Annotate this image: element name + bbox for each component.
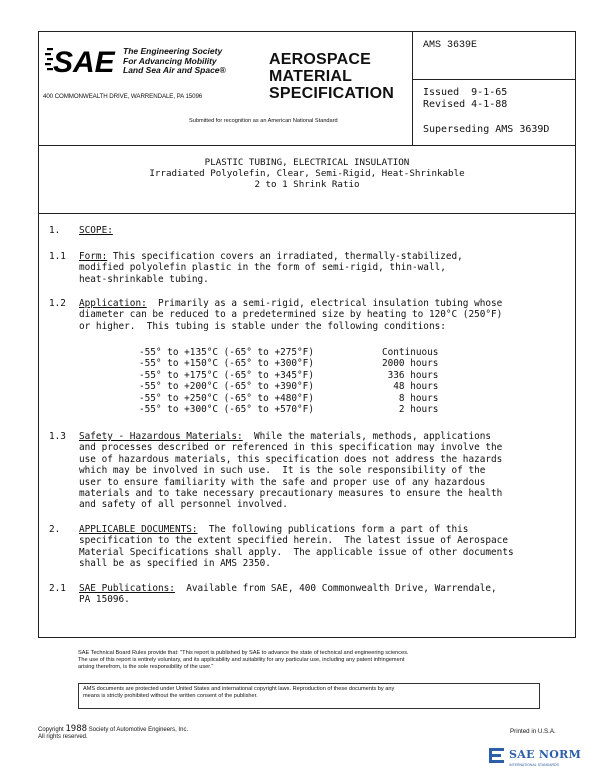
sae-logo [45,40,129,82]
section-number: 1.1 [49,251,66,262]
superseding: Superseding AMS 3639D [423,124,550,135]
title-line-1: AEROSPACE [269,51,371,68]
printed-in: Printed in U.S.A. [510,728,556,735]
table-row: -55° to +135°C (-65° to +275°F) Continuous [139,347,439,358]
revised-date: Revised 4-1-88 [423,99,508,110]
section-title: SCOPE: [79,225,113,236]
address: 400 COMMONWEALTH DRIVE, WARRENDALE, PA 15096 [43,93,203,100]
table-row: -55° to +200°C (-65° to +390°F) 48 hours [139,381,439,393]
document-type-title [269,51,394,102]
sae-norm-watermark [487,744,597,772]
document-header [39,32,575,146]
divider [413,79,576,80]
document-id-panel [412,32,576,145]
org-line-1: The Engineering Society [123,46,223,56]
title-line-3: SPECIFICATION [269,85,394,102]
submitted-note: Submitted for recognition as an American National Standard [189,118,338,124]
norm-text: SAE NORM [509,748,582,761]
section-number: 2.1 [49,583,66,594]
section-number: 1.3 [49,431,66,442]
table-row: -55° to +250°C (-65° to +480°F) 8 hours [139,392,439,404]
rules-line-2: The use of this report is entirely voluntary, and its applicability and suitability for any particular use, including any patent infringement [78,657,405,663]
section-number: 2. [49,524,61,535]
document-number: AMS 3639E [423,40,478,51]
rules-line-1: SAE Technical Board Rules provide that: "This report is published by SAE to advance the state of technical and engineering sciences. [78,650,409,656]
subject-line-1: PLASTIC TUBING, ELECTRICAL INSULATION [204,157,410,168]
subject-line-3: 2 to 1 Shrink Ratio [254,179,360,190]
copyright [38,726,188,741]
section-number: 1. [49,225,61,236]
sae-norm-icon [487,744,509,770]
table-row: -55° to +150°C (-65° to +300°F) 2000 hours [139,358,439,370]
section-text: APPLICABLE DOCUMENTS: The following publications form a part of this specification to the extent specified herein. The latest issue of Aerospace Material Specifications shall apply. The applicable issue of other documents shall be as specified in AMS 2350. [79,524,514,570]
norm-subtext: INTERNATIONAL STANDARDS [509,763,559,767]
document-frame [38,31,576,638]
technical-board-rules [78,650,538,671]
section-text: SAE Publications: Available from SAE, 400 Commonwealth Drive, Warrendale, PA 15096. [79,583,497,606]
sae-logo-mark [45,40,129,86]
rights-reserved: All rights reserved. [38,734,88,740]
subject-block [39,145,575,214]
table-row: -55° to +175°C (-65° to +345°F) 336 hours [139,369,439,381]
org-line-3: Land Sea Air and Space® [123,65,226,75]
logo-text: SAE [53,46,115,79]
section-text: Application: Primarily as a semi-rigid, electrical insulation tubing whose diameter can be reduced to a predetermined size by heating to 120°C (250°F) or higher. This tubing is stable under the following conditions: [79,298,503,332]
subject-line-2: Irradiated Polyolefin, Clear, Semi-Rigid, Heat-Shrinkable [149,168,465,179]
title-line-2: MATERIAL [269,68,353,85]
table-row: -55° to +300°C (-65° to +570°F) 2 hours [139,403,439,415]
notice-line-2: means is strictly prohibited without the written consent of the publisher. [83,693,258,699]
issue-dates [423,87,507,111]
section-text: Safety - Hazardous Materials: While the materials, methods, applications and processes described or referenced in this specification may involve the use of hazardous materials, this specification does not address the hazards which may be involved in such use. It is the sole responsibility of the user to ensure familiarity with the safe and proper use of any hazardous materials and to take necessary precautionary measures to ensure the health and safety of all personnel involved. [79,431,503,511]
section-text: Form: This specification covers an irradiated, thermally-stabilized, modified polyolefin plastic in the form of semi-rigid, thin-wall, heat-shrinkable tubing. [79,251,463,285]
conditions-table [139,347,469,415]
organization-name [123,47,226,76]
org-line-2: For Advancing Mobility [123,55,217,66]
copyright-holder: Society of Automotive Engineers, Inc. [88,727,189,733]
rules-line-3: arising therefrom, is the sole responsibility of the user." [78,664,214,670]
copyright-notice-box [78,683,540,709]
copyright-word: Copyright [38,727,64,733]
notice-line-1: AMS documents are protected under United States and international copyright laws. Reproduction of these documents by any [83,686,395,692]
issued-date: Issued 9-1-65 [423,87,508,98]
section-number: 1.2 [49,298,66,309]
copyright-year: 1988 [65,724,88,734]
registered-mark: ® [219,65,226,75]
